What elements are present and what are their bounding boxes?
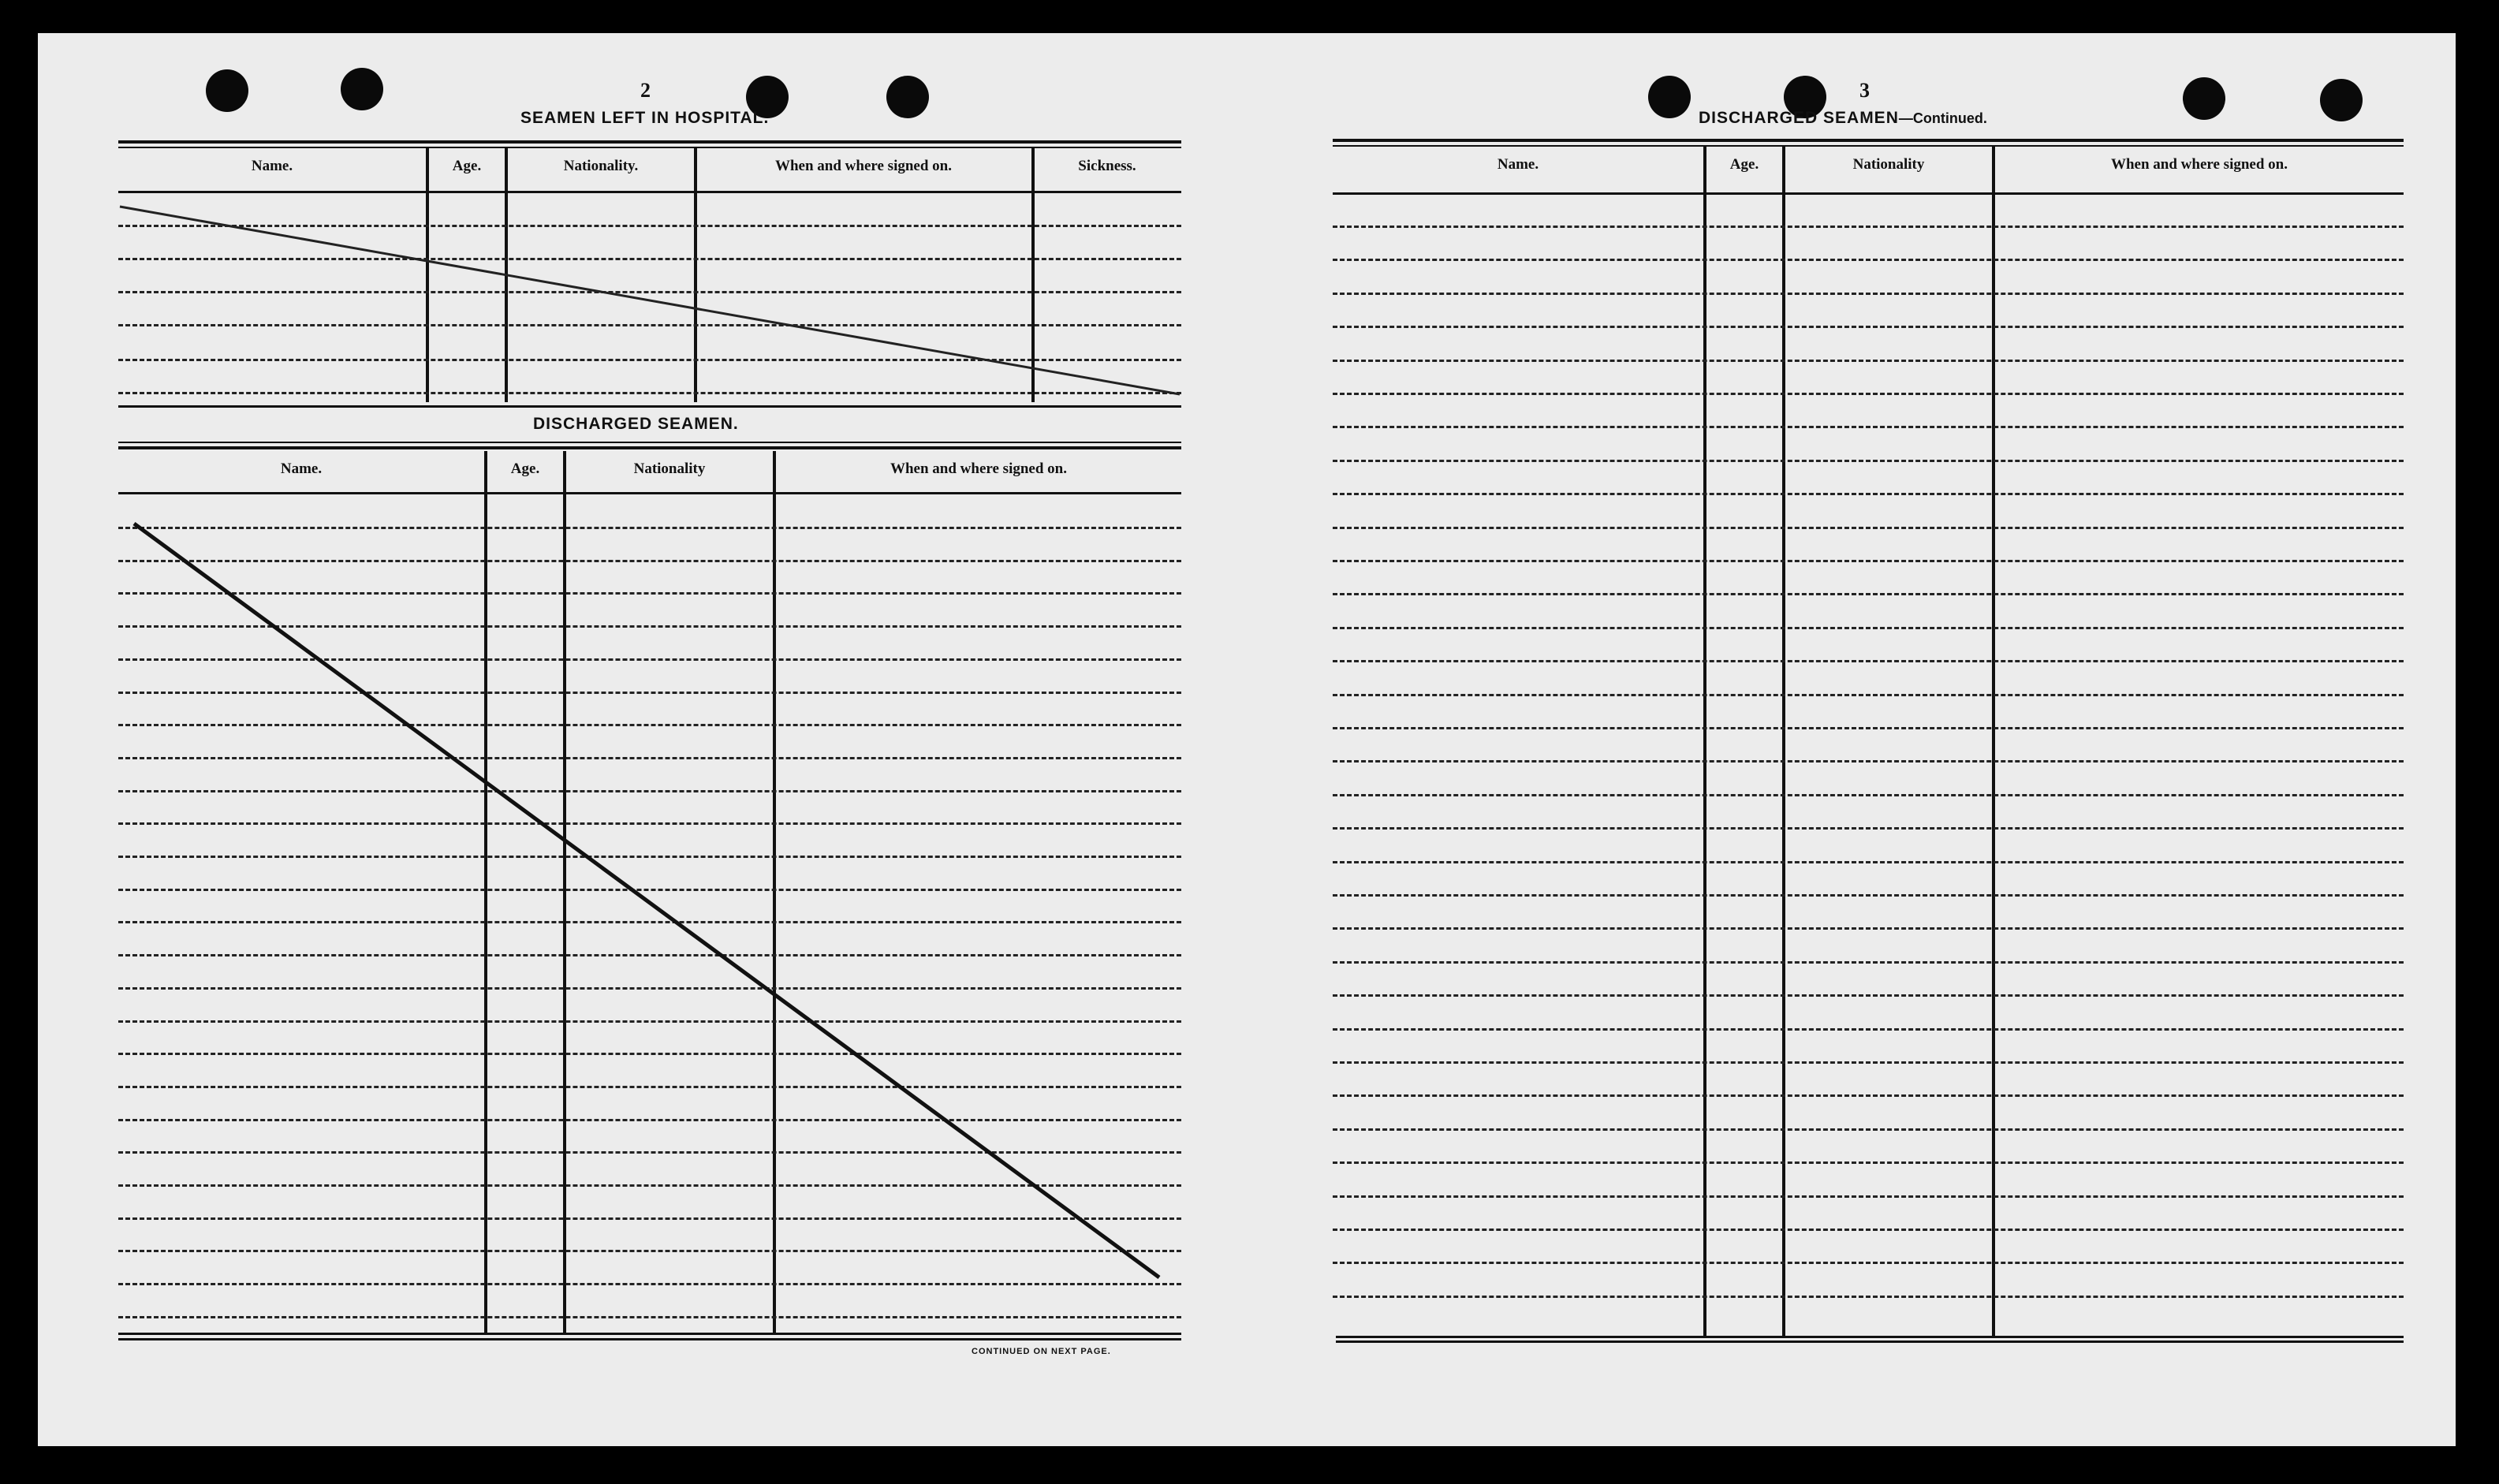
column-header-nationality: Nationality.	[563, 158, 639, 174]
column-header-age: Age.	[452, 158, 482, 174]
column-header-nationality: Nationality	[633, 460, 706, 477]
column-header-sickness: Sickness.	[1078, 158, 1136, 174]
column-header-signed-on: When and where signed on.	[890, 460, 1067, 477]
column-header-signed-on: When and where signed on.	[2110, 156, 2288, 173]
discharged-section-title: DISCHARGED SEAMEN.	[533, 415, 739, 433]
page-title-main: DISCHARGED SEAMEN	[1699, 109, 1899, 127]
column-header-nationality: Nationality	[1852, 156, 1925, 173]
column-header-signed-on: When and where signed on.	[774, 158, 952, 174]
cancel-stroke-hospital	[120, 207, 1180, 394]
column-header-name: Name.	[280, 460, 323, 477]
column-header-age: Age.	[510, 460, 540, 477]
continued-note: CONTINUED ON NEXT PAGE.	[972, 1347, 1111, 1356]
page-number: 2	[640, 79, 651, 102]
hospital-section-title: SEAMEN LEFT IN HOSPITAL.	[520, 109, 770, 127]
cancel-stroke-discharged	[134, 524, 1159, 1277]
page-title-suffix: —Continued.	[1898, 110, 1987, 126]
column-header-name: Name.	[1497, 156, 1539, 173]
page-number: 3	[1859, 79, 1870, 102]
column-header-name: Name.	[251, 158, 293, 174]
column-header-age: Age.	[1729, 156, 1759, 173]
